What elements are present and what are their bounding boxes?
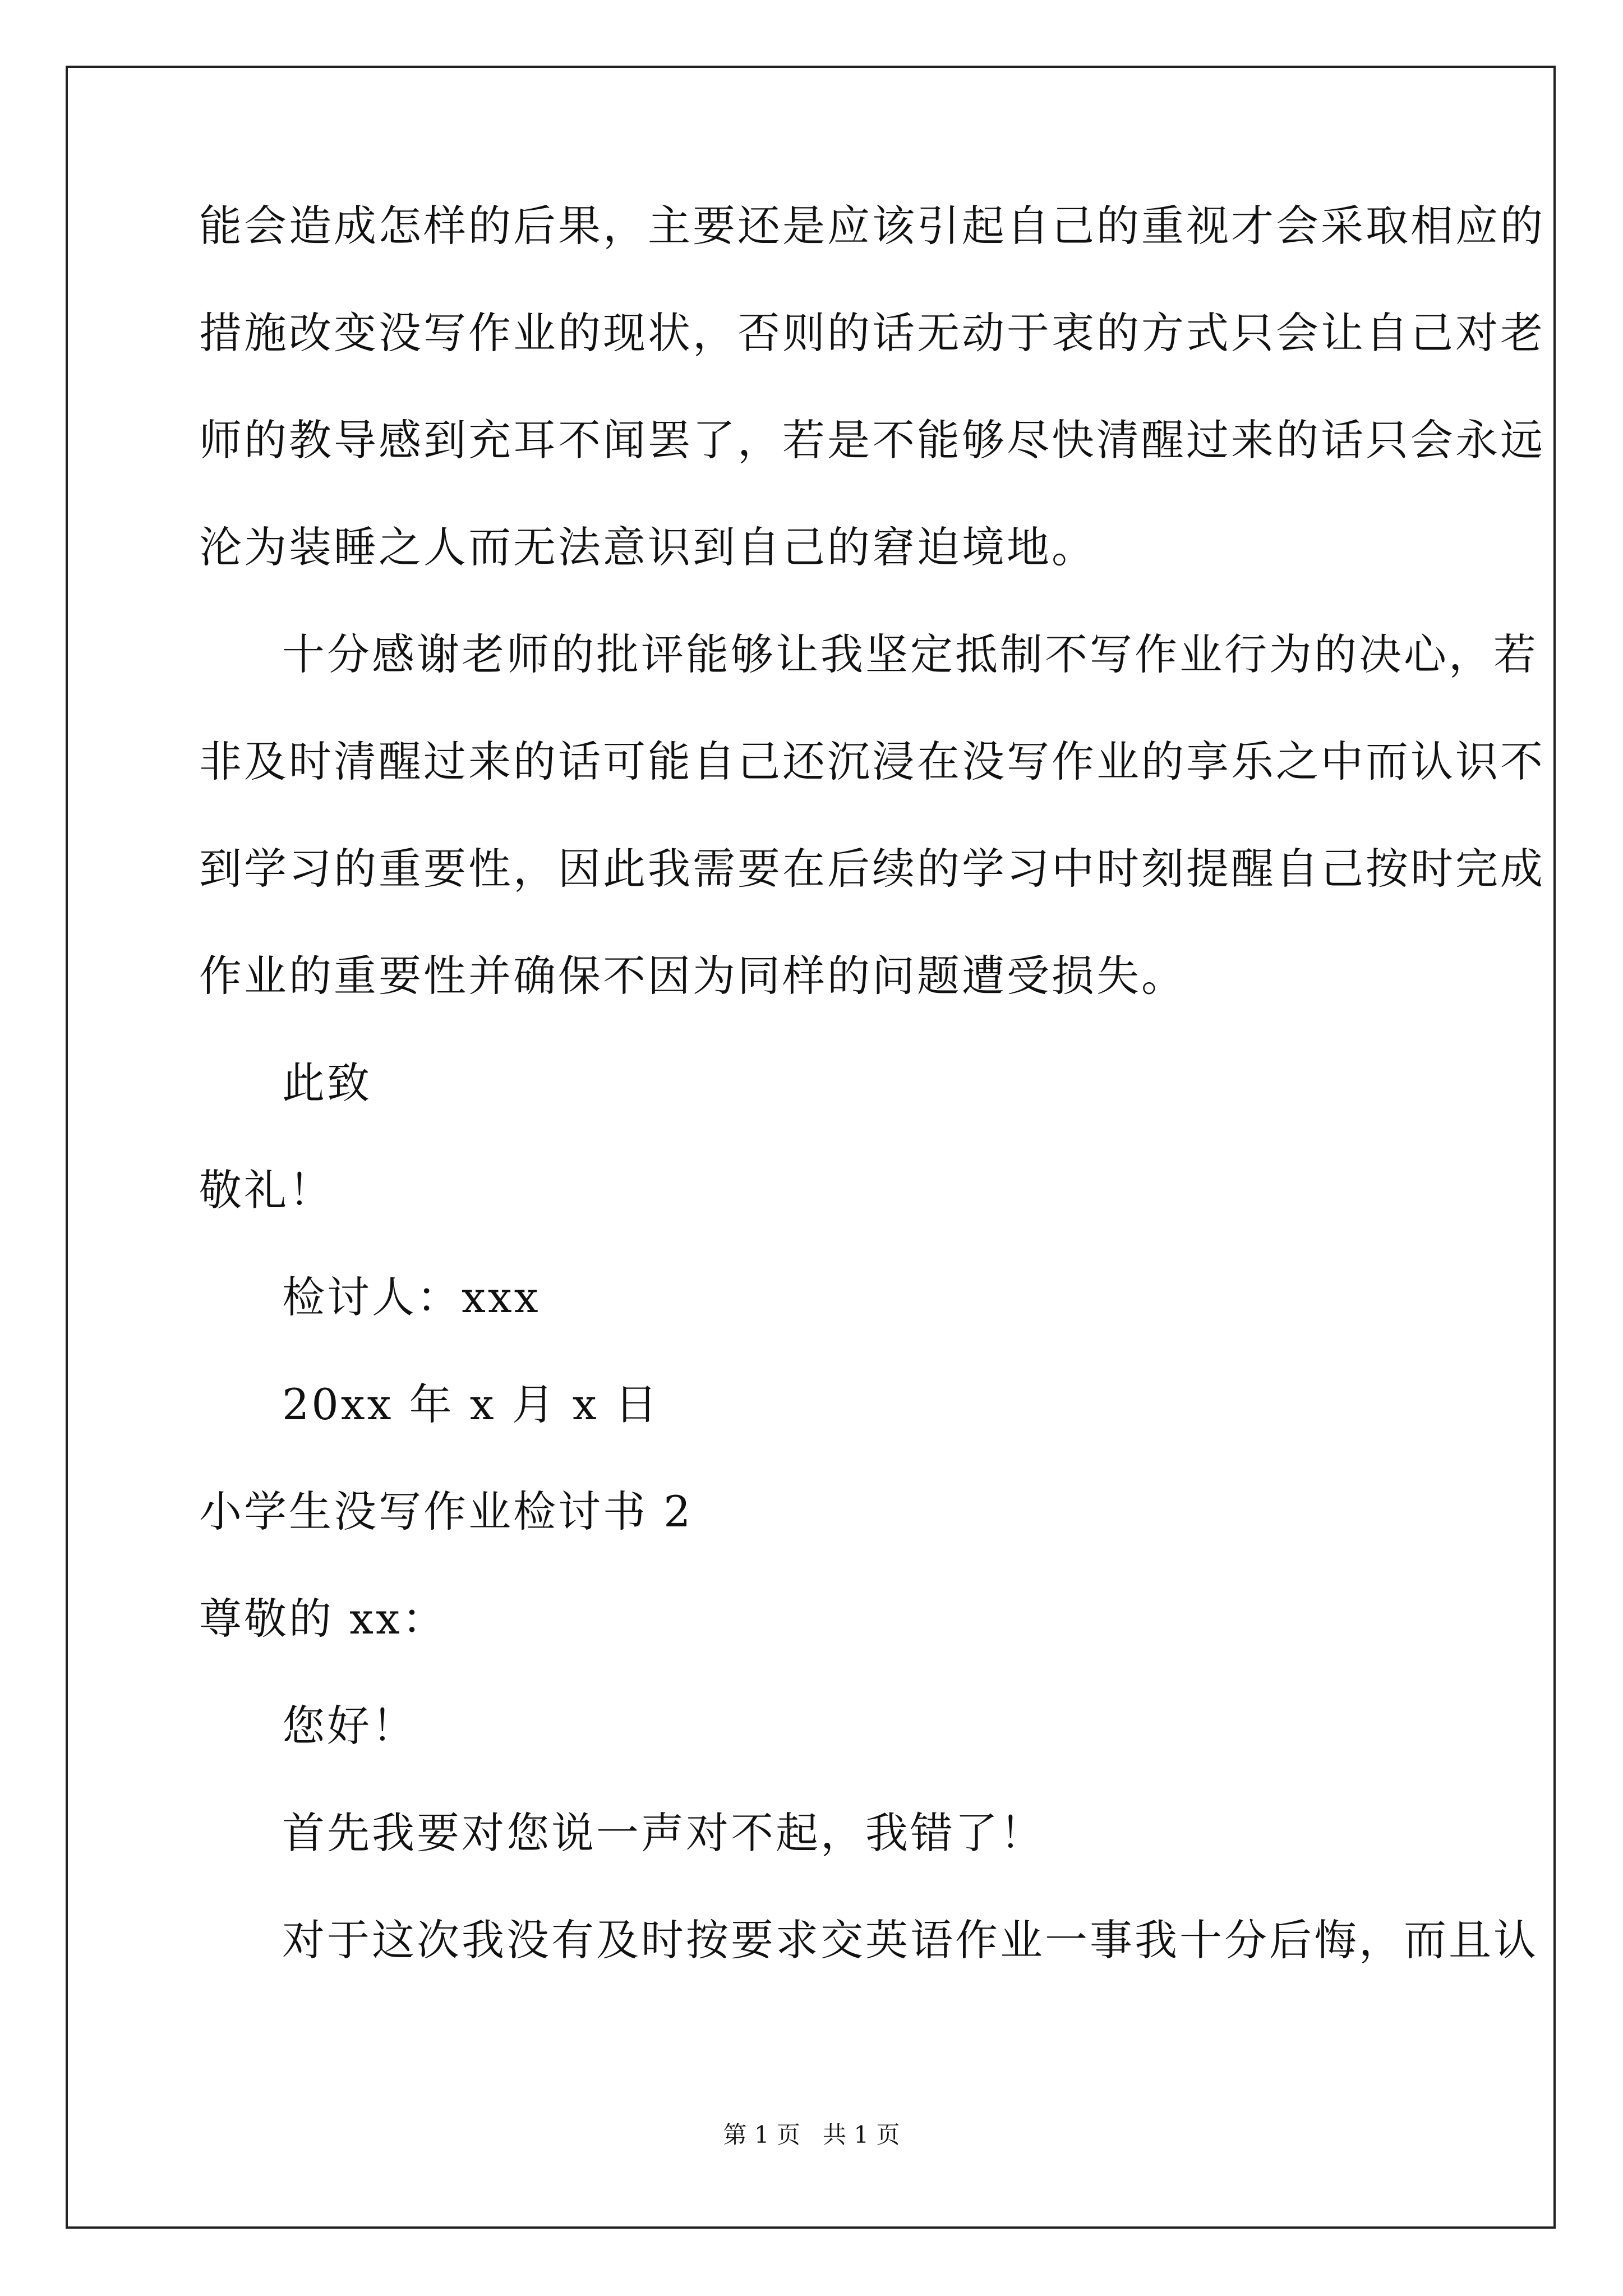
text-line-apology: 首先我要对您说一声对不起，我错了！ bbox=[282, 1808, 1045, 1858]
date-line: 20xx 年 x 月 x 日 bbox=[282, 1379, 660, 1429]
text-line-5: 十分感谢老师的批评能够让我坚定抵制不写作业行为的决心，若 bbox=[282, 629, 1538, 679]
signer-line: 检讨人：xxx bbox=[282, 1272, 541, 1322]
text-line-2: 措施改变没写作业的现状，否则的话无动于衷的方式只会让自己对老 bbox=[199, 308, 1545, 358]
text-line-last: 对于这次我没有及时按要求交英语作业一事我十分后悔，而且认 bbox=[282, 1915, 1538, 1965]
greeting-recipient: 尊敬的 xx： bbox=[199, 1594, 447, 1644]
closing-salutation: 此致 bbox=[282, 1058, 372, 1108]
text-line-1: 能会造成怎样的后果，主要还是应该引起自己的重视才会采取相应的 bbox=[199, 201, 1545, 251]
text-line-8: 作业的重要性并确保不因为同样的问题遭受损失。 bbox=[199, 951, 1186, 1001]
text-line-4: 沦为装睡之人而无法意识到自己的窘迫境地。 bbox=[199, 522, 1096, 572]
section-title: 小学生没写作业检讨书 2 bbox=[199, 1487, 693, 1536]
page-number-footer: 第 1 页 共 1 页 bbox=[723, 2121, 900, 2148]
page-border bbox=[66, 66, 1556, 2229]
closing-respect: 敬礼！ bbox=[199, 1165, 334, 1215]
greeting-hello: 您好！ bbox=[282, 1701, 417, 1751]
text-line-7: 到学习的重要性，因此我需要在后续的学习中时刻提醒自己按时完成 bbox=[199, 844, 1545, 894]
text-line-3: 师的教导感到充耳不闻罢了，若是不能够尽快清醒过来的话只会永远 bbox=[199, 415, 1545, 465]
text-line-6: 非及时清醒过来的话可能自己还沉浸在没写作业的享乐之中而认识不 bbox=[199, 737, 1545, 786]
